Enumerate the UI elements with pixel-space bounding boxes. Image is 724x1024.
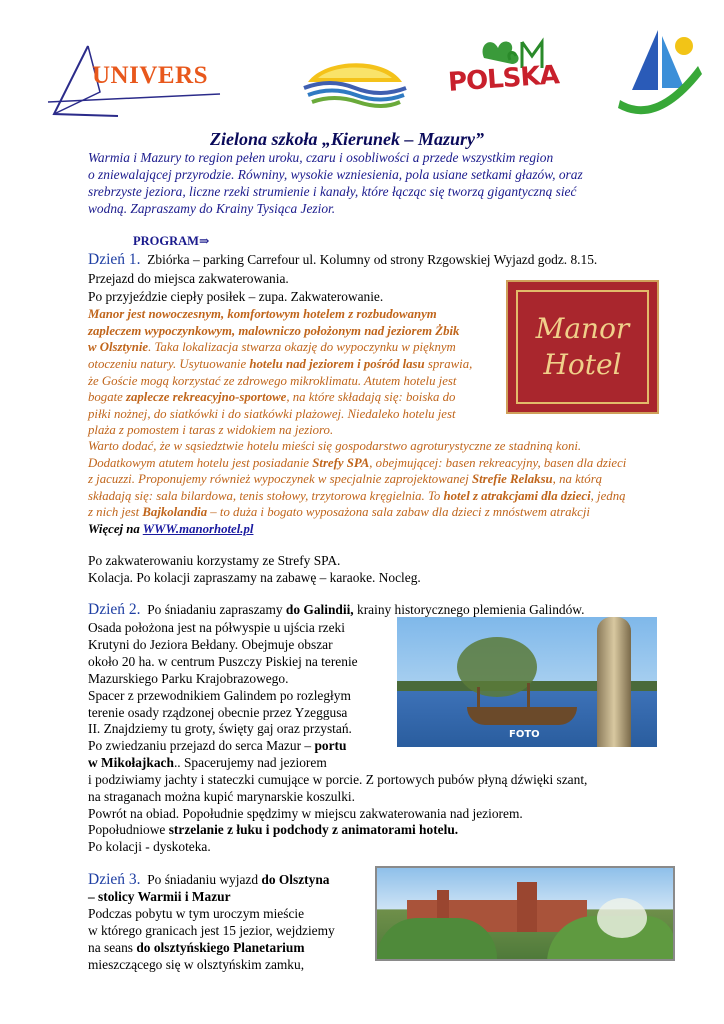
manor-hotel-image	[506, 280, 659, 414]
hotel-line-9: Warto dodać, że w sąsiedztwie hotelu mieści się gospodarstwo agroturystyczne ze stadniną koni.	[88, 439, 582, 453]
hotel-line-12b: hotel z atrakcjami dla dzieci	[443, 489, 591, 503]
day2-text-10a: w Mikołajkach	[88, 755, 174, 770]
photo-badge: FOTO	[509, 729, 540, 740]
hotel-line-6b: zaplecze rekreacyjno-sportowe	[126, 390, 287, 404]
hotel-line-3-rest: . Taka lokalizacja stwarza okazję do wypoczynku w pięknym	[148, 340, 456, 354]
sail-logo	[612, 26, 702, 126]
hotel-line-13	[88, 504, 590, 520]
hotel-line-6	[88, 389, 455, 405]
hotel-line-4b: hotelu nad jeziorem i pośród lasu	[249, 357, 425, 371]
day3-text-1a: Po śniadaniu wyjazd	[147, 872, 262, 887]
hotel-line-8: plaża z pomostem i taras z widokiem na jezioro.	[88, 423, 334, 437]
program-label: PROGRAM⇒	[133, 234, 210, 248]
hotel-line-4	[88, 356, 472, 372]
day3-line-5	[88, 940, 304, 956]
day2-line-11: i podziwiamy jachty i stateczki cumujące w porcie. Z portowych pubów płyną dźwięki szant,	[88, 772, 588, 787]
hotel-line-11a: z jacuzzi. Proponujemy również wypoczynek w specjalnie zaprojektowanej	[88, 472, 472, 486]
day2-text-14b: strzelanie z łuku i podchody z animatorami hotelu.	[168, 822, 459, 837]
day2-line-6: Spacer z przewodnikiem Galindem po rozległym	[88, 688, 351, 703]
brand-name: UNIVERS	[92, 62, 209, 89]
day2-line-14	[88, 822, 458, 838]
hotel-line-13a: z nich jest	[88, 505, 143, 519]
hotel-line-7: piłki nożnej, do siatkówki i do siatkówki plażowej. Niedaleko hotelu jest	[88, 407, 456, 421]
day3-line-2: – stolicy Warmii i Mazur	[88, 889, 231, 904]
page-title: Zielona szkoła „Kierunek – Mazury”	[210, 129, 485, 149]
hotel-line-10b: Strefy SPA	[312, 456, 370, 470]
day2-line-4: około 20 ha. w centrum Puszczy Piskiej na terenie	[88, 654, 358, 669]
day2-line-15: Po kolacji - dyskoteka.	[88, 839, 211, 854]
univers-logo	[40, 44, 230, 124]
intro-line-4: wodną. Zapraszamy do Krainy Tysiąca Jezior.	[88, 201, 336, 216]
sun-waves-logo	[300, 48, 410, 110]
day1-line-4: Po zakwaterowaniu korzystamy ze Strefy SPA.	[88, 553, 341, 568]
hotel-line-4c: sprawia,	[424, 357, 473, 371]
hotel-line-3	[88, 339, 456, 355]
hotel-line-5: że Goście mogą korzystać ze zdrowego mikroklimatu. Atutem hotelu jest	[88, 374, 457, 388]
day2-line-1	[88, 602, 584, 618]
day2-text-1c: krainy historycznego plemienia Galindów.	[353, 602, 585, 617]
hotel-line-4a: otoczeniu natury. Usytuowanie	[88, 357, 250, 371]
day3-line-4: w którego granicach jest 15 jezior, wejdziemy	[88, 923, 335, 938]
hotel-line-10a: Dodatkowym atutem hotelu jest posiadanie	[88, 456, 313, 470]
day2-line-9	[88, 738, 346, 754]
day2-label: Dzień 2.	[88, 601, 141, 618]
hotel-line-1: Manor jest nowoczesnym, komfortowym hotelem z rozbudowanym	[88, 307, 437, 321]
hotel-line-11c: , na którą	[552, 472, 603, 486]
hotel-more-label: Więcej na	[88, 522, 143, 536]
day2-text-9b: portu	[314, 738, 347, 753]
intro-line-1: Warmia i Mazury to region pełen uroku, czaru i osobliwości a przede wszystkim region	[88, 150, 554, 165]
day2-line-13: Powrót na obiad. Popołudnie spędzimy w miejscu zakwaterowania nad jeziorem.	[88, 806, 523, 821]
hotel-line-12c: , jedną	[590, 489, 626, 503]
day2-text-14a: Popołudniowe	[88, 822, 169, 837]
hotel-line-12	[88, 488, 626, 504]
hotel-line-12a: składają się: sala bilardowa, tenis stołowy, trzytorowa kręgielnia. To	[88, 489, 444, 503]
manorhotel-link[interactable]: WWW.manorhotel.pl	[142, 522, 254, 536]
intro-line-3: srebrzyste jeziora, liczne rzeki strumienie i kanały, które łącząc się tworzą gigantyczną sieć	[88, 184, 577, 199]
polska-text: POLSKA	[447, 60, 560, 98]
day1-line-5: Kolacja. Po kolacji zapraszamy na zabawę – karaoke. Nocleg.	[88, 570, 421, 585]
hotel-more-line	[88, 521, 253, 537]
hotel-line-2: zapleczem wypoczynkowym, malowniczo położonym nad jeziorem Żbik	[88, 324, 460, 338]
hotel-line-10c: , obejmującej: basen rekreacyjny, basen dla dzieci	[369, 456, 627, 470]
day2-text-1b: do Galindii,	[285, 602, 354, 617]
day1-line-1	[88, 252, 597, 268]
intro-line-2: o zniewalającej przyrodzie. Równiny, wysokie wzniesienia, pola usiane setkami głazów, oraz	[88, 167, 583, 182]
hotel-line-11	[88, 471, 602, 487]
day2-line-2: Osada położona jest na półwyspie u ujścia rzeki	[88, 620, 345, 635]
hotel-line-13b: Bajkolandia	[142, 505, 208, 519]
day1-line-3: Po przyjeździe ciepły posiłek – zupa. Zakwaterowanie.	[88, 289, 384, 304]
day3-label: Dzień 3.	[88, 871, 141, 888]
day3-line-1	[88, 872, 329, 888]
day1-label: Dzień 1.	[88, 251, 141, 268]
day2-text-10b: .. Spacerujemy nad jeziorem	[173, 755, 327, 770]
day1-line-2: Przejazd do miejsca zakwaterowania.	[88, 271, 289, 286]
day2-line-5: Mazurskiego Parku Krajobrazowego.	[88, 671, 289, 686]
hotel-line-6a: bogate	[88, 390, 127, 404]
day3-text-1b: do Olsztyna	[261, 872, 330, 887]
manor-sign-line-1: Manor	[535, 312, 630, 345]
hotel-olsztyn: w Olsztynie	[88, 340, 149, 354]
day2-line-7: terenie osady rządzonej obecnie przez Yzeggusa	[88, 705, 348, 720]
hotel-line-11b: Strefie Relaksu	[471, 472, 553, 486]
day3-text-5a: na seans	[88, 940, 137, 955]
day2-text-9a: Po zwiedzaniu przejazd do serca Mazur –	[88, 738, 315, 753]
day2-line-10	[88, 755, 327, 771]
hotel-line-6c: , na które składają się: boiska do	[286, 390, 456, 404]
day1-text-1: Zbiórka – parking Carrefour ul. Kolumny od strony Rzgowskiej Wyjazd godz. 8.15.	[147, 252, 598, 267]
manor-sign-line-2: Hotel	[543, 348, 622, 381]
day2-text-1a: Po śniadaniu zapraszamy	[147, 602, 286, 617]
polska-logo	[444, 30, 560, 120]
day2-line-3: Krutyni do Jeziora Bełdany. Obejmuje obszar	[88, 637, 333, 652]
hotel-line-13c: – to duża i bogato wyposażona sala zabaw dla dzieci z mnóstwem atrakcji	[207, 505, 590, 519]
olsztyn-castle-photo	[375, 866, 675, 961]
day2-line-12: na straganach można kupić marynarskie koszulki.	[88, 789, 355, 804]
day3-line-3: Podczas pobytu w tym uroczym mieście	[88, 906, 305, 921]
day3-line-6: mieszczącego się w olsztyńskim zamku,	[88, 957, 305, 972]
hotel-line-10	[88, 455, 626, 471]
day2-line-8: II. Znajdziemy tu groty, święty gaj oraz przystań.	[88, 721, 352, 736]
galindia-photo	[397, 617, 657, 747]
day3-text-5b: do olsztyńskiego Planetarium	[136, 940, 305, 955]
